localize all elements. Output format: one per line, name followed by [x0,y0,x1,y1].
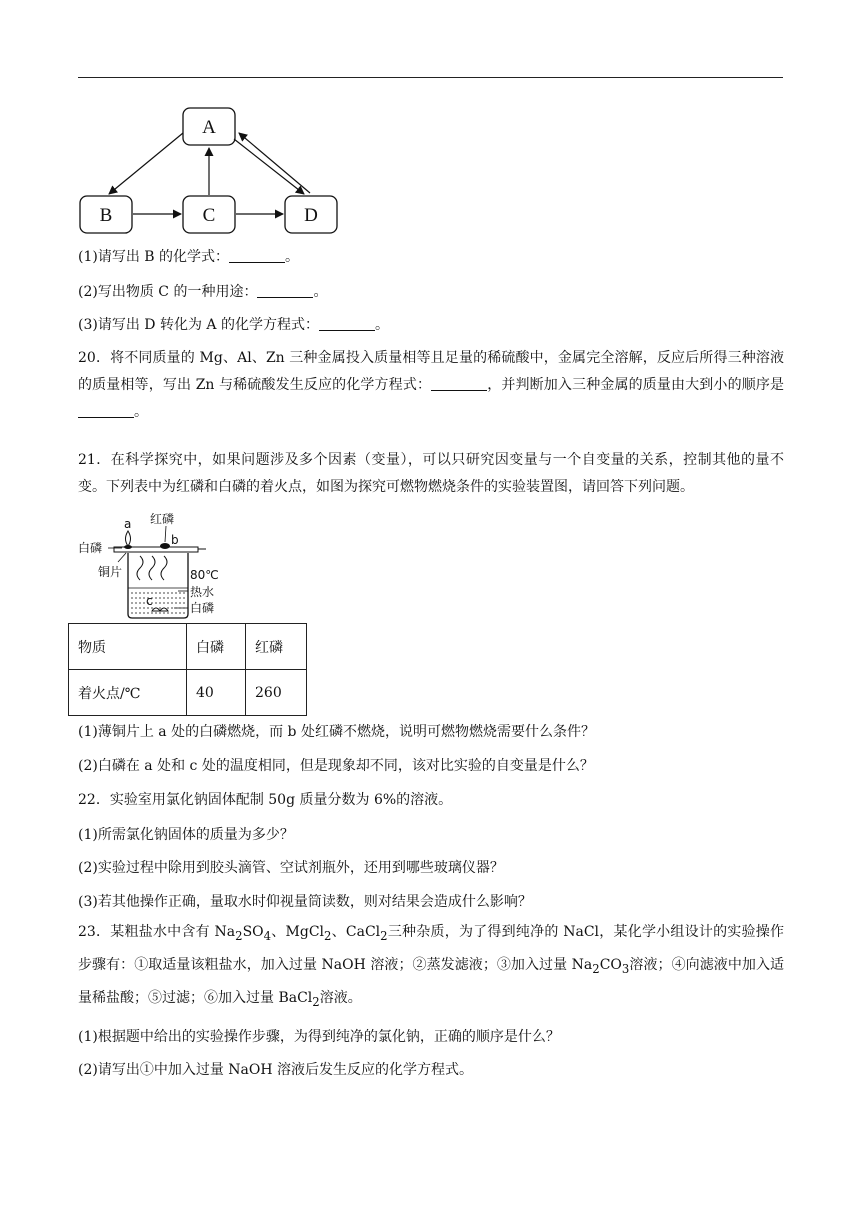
table-cell: 40 [187,670,246,716]
answer-blank[interactable] [78,403,134,418]
label-white-phosphorus: 白磷 [78,541,103,555]
combustion-apparatus [78,508,238,620]
q23-sub1: (1)根据题中给出的实验操作步骤，为得到纯净的氯化钠，正确的顺序是什么？ [78,1029,560,1045]
q19-sub3: (3)请写出 D 转化为 A 的化学方程式： 。 [78,317,389,333]
q19-sub1: (1)请写出 B 的化学式： 。 [78,249,300,265]
label-white-phosphorus-water: 白磷 [190,601,215,615]
table-cell: 红磷 [246,624,307,670]
table-row [69,670,307,716]
label-b: b [171,533,179,547]
label-temperature: 80℃ [190,568,219,582]
label-red-phosphorus: 红磷 [150,512,175,526]
node-c-label: C [202,205,216,226]
q23-stem: 23．某粗盐水中含有 $Na_2SO_4$、MgCl$_2$、CaCl$_2$三种杂质，为了得到纯净的 NaCl，某化学小组设计的实验操作步骤有：①取适量该粗盐水，加入过量 NaOH 溶液；②蒸发滤液；③加入过量 $Na_2CO_3$溶液；④向滤液中加入适量稀盐酸；⑤过滤；⑥加入过量 BaCl$_2$溶液。 [78,924,785,1009]
label-a: a [124,517,132,531]
arrow-d-to-a [239,133,310,193]
q22-stem: 22．实验室用氯化钠固体配制 50g 质量分数为 6%的溶液。 [78,792,453,808]
transformation-diagram [78,105,340,235]
table-cell: 物质 [69,624,187,670]
answer-blank[interactable] [229,248,285,263]
q22-sub3: (3)若其他操作正确，量取水时仰视量筒读数，则对结果会造成什么影响？ [78,894,532,910]
arrow-a-to-d [234,139,304,194]
q22-sub1: (1)所需氯化钠固体的质量为多少？ [78,827,294,843]
q22-sub2: (2)实验过程中除用到胶头滴管、空试剂瓶外，还用到哪些玻璃仪器？ [78,860,504,876]
label-hot-water: 热水 [190,585,215,599]
table-cell: 白磷 [187,624,246,670]
q20: 20．将不同质量的 Mg、Al、Zn 三种金属投入质量相等且足量的稀硫酸中，金属完全溶解，反应后所得三种溶液的质量相等，写出 Zn 与稀硫酸发生反应的化学方程式： ，并判断加入三种金属的质量由大到小的顺序是。 [78,350,784,420]
answer-blank[interactable] [257,283,313,298]
table-row [69,624,307,670]
q21-sub2: (2)白磷在 a 处和 c 处的温度相同，但是现象却不同，该对比实验的自变量是什么？ [78,758,594,774]
header-rule [78,77,783,78]
table-cell: 260 [246,670,307,716]
table-cell: 着火点/℃ [69,670,187,716]
answer-blank[interactable] [319,316,375,331]
q19-sub2: (2)写出物质 C 的一种用途： 。 [78,284,328,300]
node-d-label: D [304,205,318,226]
q21-sub1: (1)薄铜片上 a 处的白磷燃烧，而 b 处红磷不燃烧，说明可燃物燃烧需要什么条件？ [78,724,595,740]
arrow-a-to-b [109,133,183,194]
answer-blank[interactable] [431,376,487,391]
q23-sub2: (2)请写出①中加入过量 NaOH 溶液后发生反应的化学方程式。 [78,1062,474,1078]
q21-stem: 21．在科学探究中，如果问题涉及多个因素（变量），可以只研究因变量与一个自变量的关系，控制其他的量不变。下列表中为红磷和白磷的着火点，如图为探究可燃物燃烧条件的实验装置图，请回答下列问题。 [78,452,784,495]
node-a-label: A [202,117,216,138]
ignition-point-table [68,623,307,716]
node-b-label: B [99,205,113,226]
label-c: c [146,594,153,608]
label-copper-plate: 铜片 [98,565,123,579]
